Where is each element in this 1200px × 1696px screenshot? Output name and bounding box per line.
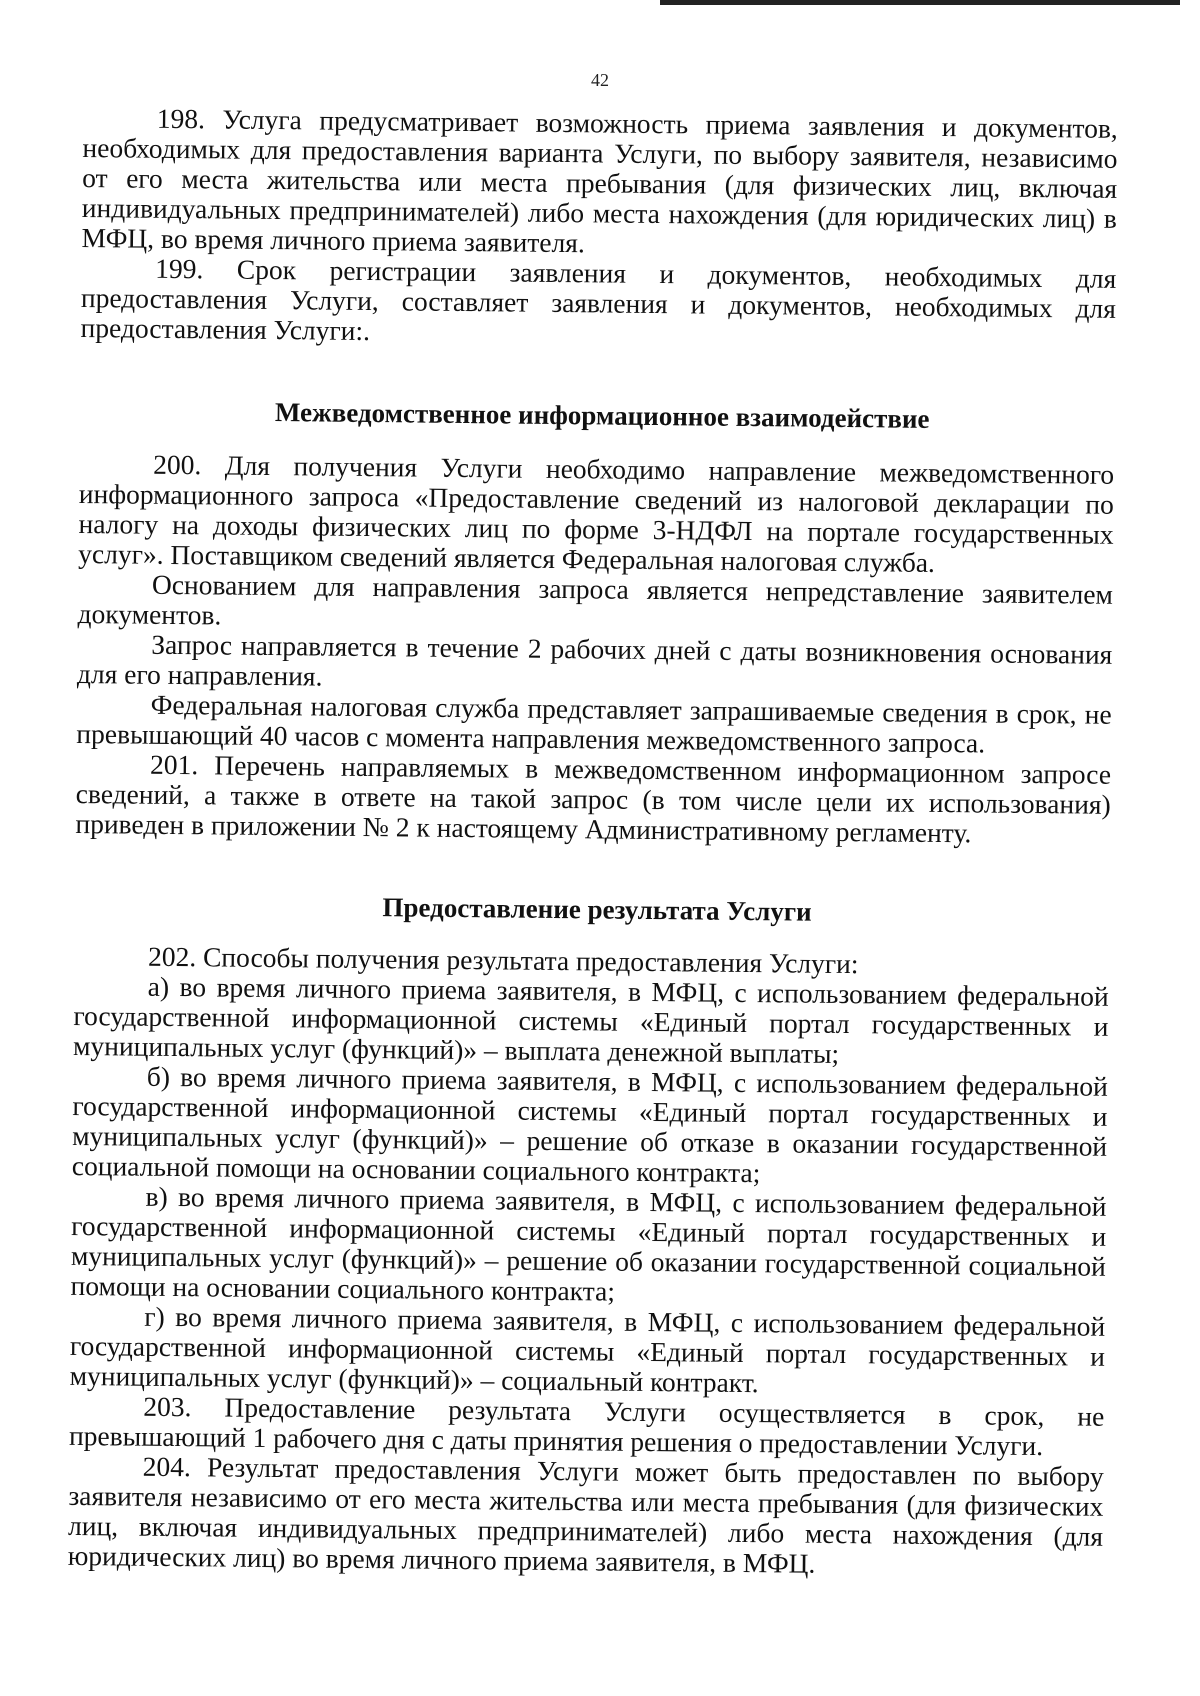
list-item-a: а) во время личного приема заявителя, в МФЦ, с использованием федеральной государственной информационной системы «Единый портал государственных и муниципальных услуг (функций)» – выплата денежной выплаты; (72, 970, 1109, 1069)
paragraph-request-basis: Основанием для направления запроса является непредставление заявителем документов. (77, 568, 1114, 631)
paragraph-204: 204. Результат предоставления Услуги может быть предоставлен по выбору заявителя независимо от его места жительства или места пребывания (для физических лиц, включая индивидуальных предпринимателей) либо места нахождения (для юридических лиц) во время личного приема заявителя, в МФЦ. (67, 1450, 1104, 1579)
paragraph-request-term: Запрос направляется в течение 2 рабочих дней с даты возникновения основания для его направления. (76, 628, 1113, 692)
heading-interagency-interaction: Межведомственное информационное взаимодействие (274, 397, 930, 434)
list-item-b: б) во время личного приема заявителя, в МФЦ, с использованием федеральной государственной информационной системы «Единый портал государственных и муниципальных услуг (функций)» – решение об отказе в оказании государственной социальной помощи на основании социального контракта; (71, 1060, 1108, 1189)
paragraph-response-term: Федеральная налоговая служба представляет запрашиваемые сведения в срок, не превышающий 40 часов с момента направления межведомственного запроса. (76, 688, 1112, 759)
heading-result-provision: Предоставление результата Услуги (382, 892, 812, 927)
list-item-v: в) во время личного приема заявителя, в МФЦ, с использованием федеральной государственной информационной системы «Единый портал государственных и муниципальных услуг (функций)» – решение об оказании государственной социальной помощи на основании социального контракта; (70, 1180, 1107, 1307)
paragraph-198: 198. Услуга предусматривает возможность приема заявления и документов, необходимых для предоставления варианта Услуги, по выбору заявителя, независимо от его места жительства или места пребывания (для физических лиц, включая индивидуальных предпринимателей) либо места нахождения (для юридических лиц) в МФЦ, во время личного приема заявителя. (81, 102, 1118, 259)
list-item-g: г) во время личного приема заявителя, в МФЦ, с использованием федеральной государственной информационной системы «Единый портал государственных и муниципальных услуг (функций)» – социальный контракт. (69, 1300, 1106, 1399)
paragraph-199: 199. Срок регистрации заявления и документов, необходимых для предоставления Услуги, составляет заявления и документов, необходимых для предоставления Услуги:. (80, 252, 1117, 347)
page-number: 42 (591, 70, 609, 90)
paragraph-202: 202. Способы получения результата предоставления Услуги: (147, 940, 859, 980)
paragraph-201: 201. Перечень направляемых в межведомственном информационном запросе сведений, а также в ответе на такой запрос (в том числе цели их использования) приведен в приложении № 2 к настоящему Административному регламенту. (75, 748, 1112, 849)
paragraph-200: 200. Для получения Услуги необходимо направление межведомственного информационного запроса «Предоставление сведений из налоговой декларации по налогу на доходы физических лиц по форме 3-НДФЛ на портале государственных услуг». Поставщиком сведений является Федеральная налоговая служба. (78, 448, 1115, 578)
top-border-line (660, 0, 1180, 5)
paragraph-203: 203. Предоставление результата Услуги осуществляется в срок, не превышающий 1 рабочего дня с даты принятия решения о предоставлении Услуги. (68, 1390, 1105, 1462)
document-body (68, 103, 1118, 1582)
